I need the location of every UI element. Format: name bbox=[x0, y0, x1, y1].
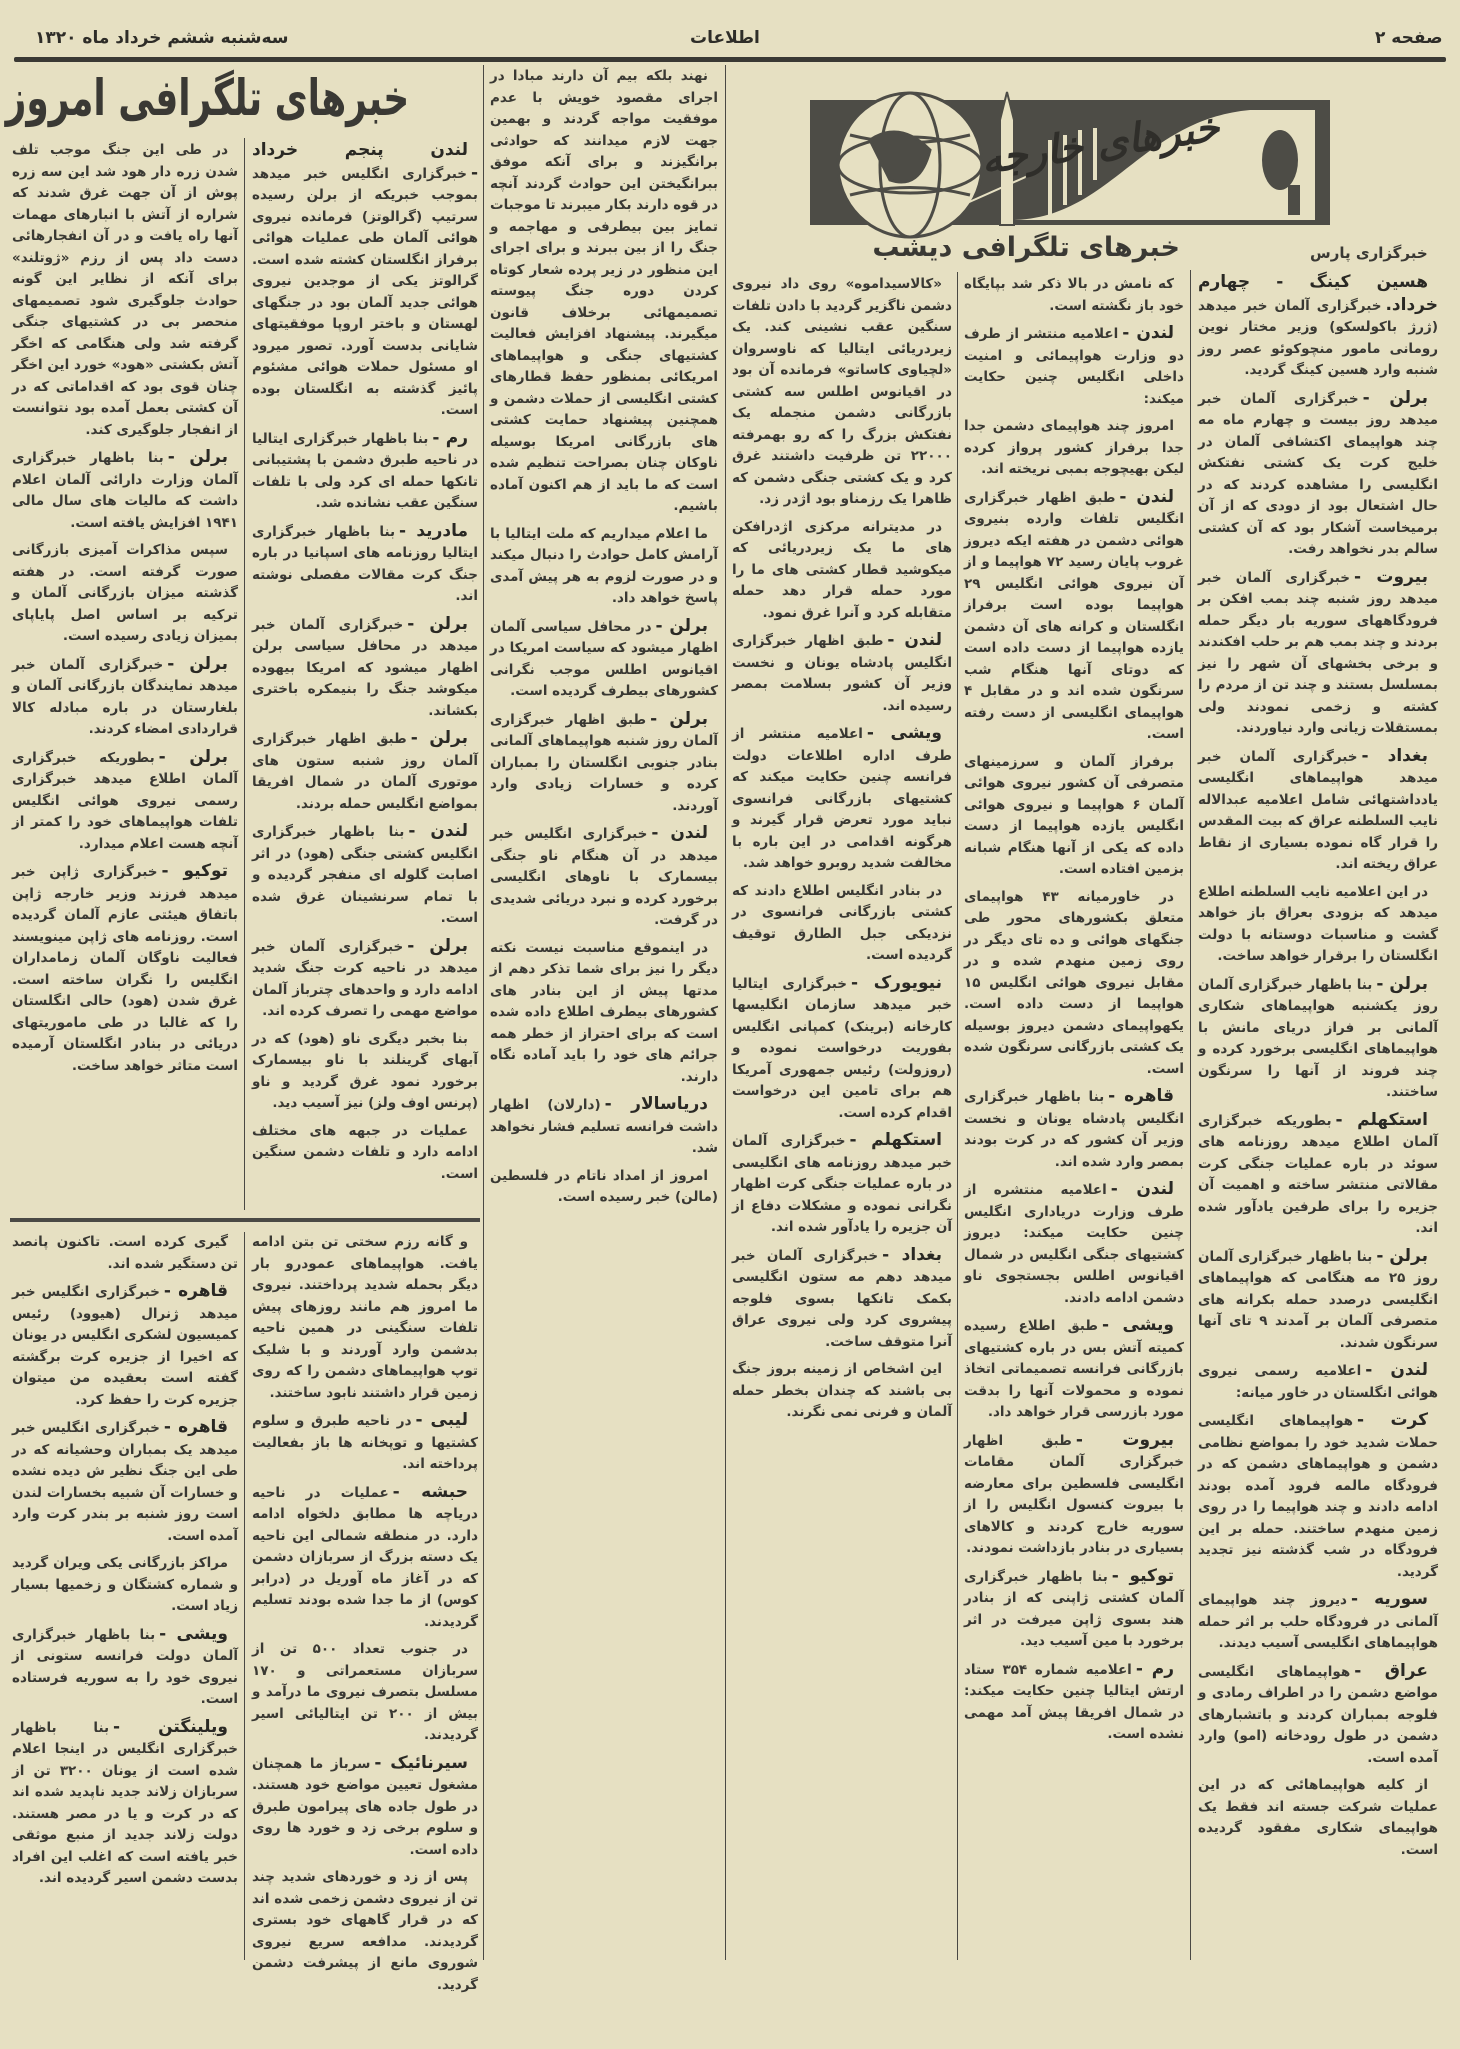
news-body: امروز چند هواپیمای دشمن جدا جدا برفراز کشور پرواز کرده لیکن بهیچوجه بمبی نریخته اند. bbox=[964, 418, 1184, 477]
issue-date: سه‌شنبه ششم خرداد ماه ۱۳۲۰ bbox=[35, 28, 289, 48]
news-body: طبق اطلاع رسیده کمیته آتش بس در باره کشتیهای بازرگانی فرانسه تصمیماتی اتخاذ نموده و محمولات آنها را بدقت مورد بازرسی قرار خواهد داد. bbox=[964, 1318, 1184, 1420]
news-body: خبرگزاری آلمان خبر میدهد روز شنبه چند بمب افکن بر فرودگاههای سوریه بار دیگر حمله بردند و چند بمب هم بر حلب افکندند و برخی بخشهای آن شهر را نیز بمسلسل بستند و چند تن از مردم را کشته و زخمی نمودند ولی بمستقلات زیانی وارد نیاوردند. bbox=[1198, 569, 1438, 736]
news-body: بنا باظهار خبرگزاری آلمان دولت فرانسه ستونی از نیروی خود را به سوریه فرستاده است. bbox=[12, 1626, 238, 1707]
news-body: خبرگزاری آلمان خبر میدهد روزنامه های انگلیسی در باره عملیات جنگی کرت اظهار نگرانی نموده و مشکلات دفاع از آن جزیره را یادآور شده اند. bbox=[732, 1133, 952, 1235]
news-item bbox=[252, 936, 478, 1023]
news-item bbox=[252, 1410, 478, 1476]
news-dateline: استکهلم - bbox=[1335, 1109, 1429, 1130]
news-body: خبرگزاری آلمان خبر میدهد نمایندگان بازرگانی آلمان و بلغارستان در باره مبادله کالا قراردادی امضاء کردند. bbox=[12, 656, 238, 737]
news-dateline: برلن - bbox=[158, 746, 228, 767]
news-body: خبرگزاری ژاپن خبر میدهد فرزند وزیر خارجه ژاپن باتفاق هیئتی عازم آلمان گردیده است. روزنامه های ژاپن مینویسند فعالیت ناوگان آلمان زمامداران انگلیس را نگران ساخته است. غرق شدن (هود) حالی انگلستان را که غالبا در طی ماموریتهای دریائی در بنادر انگلستان آرمیده است متاثر خواهد ساخت. bbox=[12, 864, 238, 1074]
news-item bbox=[252, 728, 478, 815]
news-dateline: دریاسالار - bbox=[604, 1094, 708, 1114]
news-item bbox=[12, 1232, 238, 1275]
news-item bbox=[12, 861, 238, 1077]
news-dateline: ویشی - bbox=[159, 1623, 228, 1644]
news-dateline: هسین کینگ - چهارم خرداد. bbox=[1198, 272, 1438, 315]
news-dateline: سوریه - bbox=[1350, 1589, 1428, 1609]
news-body: بنا بخبر دیگری ناو (هود) که در آبهای گرینلند با ناو بیسمارک برخورد نمود غرق گردید و ناو (پرنس اوف ولز) نیز آسیب دید. bbox=[252, 1030, 478, 1111]
news-body: خبرگزاری ایتالیا خبر میدهد سازمان انگلیسها کارخانه (برینک) کمپانی انگلیس بفوریت درخواست نموده و (روزولت) رئیس جمهوری آمریکا هم برای تامین این درخواست اقدام کرده است. bbox=[732, 975, 952, 1121]
news-column bbox=[12, 140, 238, 1210]
news-body: خبرگزاری انگلیس خبر میدهد یک بمباران وحشیانه که در طی این جنگ نظیر ش دیده نشده و خسارات آن شبیه بخسارات لندن است روز شنبه بر بندر کرت وارد آمده است. bbox=[12, 1420, 238, 1544]
news-item bbox=[252, 1867, 478, 1996]
news-body: از کلیه هواپیماهائی که در این عملیات شرکت جسته اند فقط یک هواپیمای شکاری مفقود گردیده است. bbox=[1198, 1777, 1438, 1858]
news-item bbox=[1198, 1775, 1438, 1861]
news-body: هواپیماهای انگلیسی مواضع دشمن را در اطراف رمادی و فلوجه بمباران کردند و باتشبارهای دشمن در طول رودخانه (امو) وارد آمده است. bbox=[1198, 1663, 1438, 1766]
news-item bbox=[964, 1659, 1184, 1746]
news-item bbox=[12, 1553, 238, 1618]
news-item bbox=[1198, 746, 1438, 876]
column-divider bbox=[244, 1232, 245, 1960]
news-body: خبرگزاری آلمان خبر میدهد دهم مه ستون انگلیسی بکمک تانکها بسوی فلوجه پیشروی کرد ولی نیروی عراق آنرا متوقف ساخت. bbox=[732, 1247, 952, 1350]
column-divider bbox=[244, 138, 245, 1210]
news-item bbox=[964, 487, 1184, 746]
news-body: اعلامیه منتشر از طرف اداره اطلاعات دولت فرانسه چنین حکایت میکند که کشتیهای بازرگانی فرانسوی نباید مورد تعرض قرار گیرند و هرگونه اقدامی در این باره با مخالفت شدید روبرو خواهد شد. bbox=[732, 726, 952, 871]
news-body: بنا باظهار خبرگزاری آلمان روز ۲۵ مه هنگامی که هواپیماهای انگلیسی درصدد حمله بکرانه های متصرفی آلمان بر آمدند ۹ تای آنها سرنگون شدند. bbox=[1198, 1248, 1438, 1351]
news-column bbox=[252, 140, 478, 1210]
news-column bbox=[490, 66, 718, 1960]
news-item bbox=[12, 140, 238, 441]
news-item bbox=[732, 630, 952, 717]
news-body: اعلامیه شماره ۳۵۴ ستاد ارتش ایتالیا چنین حکایت میکند: در شمال افریقا پیش آمد مهمی نشده است. bbox=[964, 1661, 1184, 1742]
news-item bbox=[12, 447, 238, 534]
news-dateline: قاهره - bbox=[1108, 1086, 1174, 1106]
news-item bbox=[490, 616, 718, 703]
news-body: که نامش در بالا ذکر شد بپایگاه خود باز نگشته است. bbox=[964, 276, 1184, 314]
news-dateline: توکیو - bbox=[1111, 1565, 1174, 1586]
news-item bbox=[252, 521, 478, 608]
news-dateline: برلن - bbox=[167, 447, 228, 467]
news-body: اعلامیه رسمی نیروی هوائی انگلستان در خاور میانه: bbox=[1198, 1363, 1438, 1401]
news-dateline: بغداد - bbox=[882, 1244, 942, 1265]
news-item bbox=[964, 1086, 1184, 1173]
news-body: خبرگزاری آلمان خبر میدهد هواپیماهای انگلیسی یادداشتهائی شامل اعلامیه عبدالاله نایب السلطنه عراق که بیت المقدس را قرار گاه نموده بسیاری از نقاط عراق ریخته اند. bbox=[1198, 748, 1438, 872]
news-body: خبرگزاری آلمان خبر میدهد (ژرژ باکولسکو) وزیر مختار نوین رومانی مامور منچوکوئو عصر روز شنبه وارد هسین کینگ گردید. bbox=[1198, 297, 1438, 378]
news-dateline: عراق - bbox=[1354, 1660, 1428, 1681]
news-dateline: حبشه - bbox=[392, 1481, 468, 1502]
news-item bbox=[252, 1029, 478, 1115]
news-dateline: لیبی - bbox=[415, 1410, 469, 1430]
news-body: هواپیماهای انگلیسی حملات شدید خود را بمواضع نظامی دشمن و هواپیماهای دشمن که در فرودگاه مالمه فرود آمده بودند ادامه دادند و چند هواپیما را در روی زمین منهدم ساختند. حمله بر این فرودگاه در شب گذشته نیز تجدید گردید. bbox=[1198, 1413, 1438, 1580]
news-column bbox=[964, 274, 1184, 1960]
news-item bbox=[252, 614, 478, 723]
news-item bbox=[252, 1121, 478, 1186]
news-dateline: لندن - bbox=[887, 630, 942, 650]
news-dateline: رم - bbox=[1135, 1658, 1174, 1679]
news-body: بنا باظهار خبرگزاری ایتالیا در ناحیه طبرق دشمن با پشتیبانی تانکها حمله ای کرد ولی با تلفات سنگین عقب نشانده شد. bbox=[252, 430, 478, 511]
news-body: در بنادر انگلیس اطلاع دادند که کشتی بازرگانی فرانسوی در نزدیکی جبل الطارق توقیف گردیده است. bbox=[732, 882, 952, 963]
news-column bbox=[12, 1232, 238, 1960]
news-item bbox=[12, 654, 238, 741]
news-item bbox=[732, 973, 952, 1125]
news-dateline: بغداد - bbox=[1361, 745, 1428, 766]
news-dateline: ویشی - bbox=[866, 723, 942, 743]
news-dateline: برلن - bbox=[407, 613, 468, 634]
news-item bbox=[1198, 1246, 1438, 1355]
news-column bbox=[1198, 272, 1438, 1960]
news-item bbox=[732, 1359, 952, 1424]
news-column bbox=[252, 1232, 478, 1993]
news-dateline: لندن - bbox=[1119, 486, 1174, 507]
news-body: بنا باظهار خبرگزاری آلمان روز یکشنبه هواپیماهای شکاری آلمانی بر فراز دریای مانش با هواپیماهای انگلیسی برخورد کرده و چند فروند از آنها را سرنگون ساختند. bbox=[1198, 976, 1438, 1100]
news-dateline: برلن - bbox=[167, 653, 228, 674]
news-item bbox=[964, 1430, 1184, 1560]
news-dateline: توکیو - bbox=[161, 861, 228, 881]
news-item bbox=[252, 140, 478, 422]
column-divider bbox=[957, 272, 958, 1960]
news-body: خبرگزاری آلمان خبر میدهد در ناحیه کرت جنگ شدید ادامه دارد و واحدهای چترباز آلمان مواضع مهمی را تصرف کرده اند. bbox=[252, 938, 478, 1019]
news-item bbox=[964, 1566, 1184, 1653]
news-item bbox=[12, 747, 238, 856]
globe-icon bbox=[838, 93, 982, 237]
news-item bbox=[252, 1639, 478, 1747]
news-dateline: لندن - bbox=[651, 823, 708, 843]
news-body: گیری کرده است. تاکنون پانصد تن دستگیر شده اند. bbox=[12, 1234, 238, 1272]
news-item bbox=[1198, 882, 1438, 968]
column-divider bbox=[1190, 270, 1191, 1960]
news-body: عملیات در ناحیه دریاچه ها مطابق دلخواه ادامه دارد. در منطقه شمالی این ناحیه یک دسته بزرگ از سربازان دشمن که در آغاز ماه آوریل در (درابر کوس) از ما جدا شده بودند تسلیم گردیدند. bbox=[252, 1484, 478, 1630]
news-dateline: بیروت - bbox=[1075, 1429, 1174, 1450]
news-body: در این اعلامیه نایب السلطنه اطلاع میدهد که بزودی بعراق باز خواهد گشت و مناسبات دوستانه با دولت انگلستان را برقرار خواهد ساخت. bbox=[1198, 883, 1438, 964]
news-body: بنا باظهار خبرگزاری آلمان وزارت دارائی آلمان اعلام داشت که مالیات های سال مالی ۱۹۴۱ افزایش یافته است. bbox=[12, 450, 238, 531]
news-item bbox=[732, 881, 952, 967]
news-body: خبرگزاری آلمان خبر میدهد در محافل سیاسی برلن اظهار میشود که امریکا بیهوده میکوشد جنگ را بنیمکره باختری بکشاند. bbox=[252, 616, 478, 719]
news-body: خبرگزاری انگلیس خبر میدهد در آن هنگام ناو جنگی بیسمارک با ناوهای انگلیسی برخورد کرده و نبرد دریائی شدیدی در گرفت. bbox=[490, 826, 718, 928]
news-dateline: مادرید - bbox=[399, 520, 468, 541]
news-item bbox=[12, 540, 238, 648]
news-body: این اشخاص از زمینه بروز جنگ بی باشند که چندان بخطر حمله آلمان و فرنی نمی نگرند. bbox=[732, 1361, 952, 1420]
news-dateline: رم - bbox=[432, 427, 468, 448]
news-body: بطوریکه خبرگزاری آلمان اطلاع میدهد خبرگزاری رسمی نیروی هوائی انگلیس تلفات هواپیماهای خود را کمتر از آنچه هست اعلام میدارد. bbox=[12, 749, 238, 852]
news-item bbox=[1198, 1110, 1438, 1240]
news-body: طبق اظهار خبرگزاری آلمان روز شنبه ستون های موتوری آلمان در شمال افریقا بمواضع انگلیس حمله بردند. bbox=[252, 731, 478, 812]
news-body: بنا باظهار خبرگزاری آلمان کشتی ژاپنی که از بنادر هند بسوی ژاپن میرفت در اثر برخورد با مین آسیب دید. bbox=[964, 1568, 1184, 1649]
news-item bbox=[252, 821, 478, 930]
news-item bbox=[964, 274, 1184, 317]
pars-agency-label: خبرگزاری پارس bbox=[1310, 244, 1428, 262]
news-dateline: استکهلم - bbox=[849, 1130, 943, 1150]
news-body: خبرگزاری آلمان خبر میدهد روز بیست و چهارم ماه مه چند هواپیمای اکتشافی آلمان در خلیج کرت یک کشتی نفتکش انگلیسی را مشاهده کردند که در حال اشتعال بود از دودی که از آن برمیخاست آشکار بود که آن کشتی سالم بدر نخواهد رفت. bbox=[1198, 390, 1438, 557]
news-item bbox=[12, 1281, 238, 1411]
news-body: بنا باظهار خبرگزاری انگلیس پادشاه یونان و نخست وزیر آن کشور که در کرت بودند بمصر وارد شده اند. bbox=[964, 1089, 1184, 1170]
news-body: و گانه رزم سختی تن بتن ادامه یافت. هواپیماهای عمودرو بار دیگر بحمله شدید پرداختند. نیروی ما امروز هم مانند روزهای پیش تلفات سنگینی در همین ناحیه بدشمن وارد آوردند و با شلیک توپ هواپیماهای دشمن را که روی زمین قرار داشتند نابود ساختند. bbox=[252, 1234, 478, 1401]
column-divider bbox=[725, 65, 726, 1960]
news-body: سپس مذاکرات آمیزی بازرگانی صورت گرفته است. در هفته گذشته میزان بازرگانی آلمان و ترکیه بر اساس اصل پایاپای بمیزان زیادی رسیده است. bbox=[12, 542, 238, 644]
news-body: در محافل سیاسی آلمان اظهار میشود که سیاست امریکا در اقیانوس اطلس موجب نگرانی کشورهای بیطرف گردیده است. bbox=[490, 618, 718, 699]
news-body: در طی این جنگ موجب تلف شدن زره دار هود شد این سه زره پوش از آن جهت غرق شدند که شراره از آتش با انبارهای مهمات آنها راه یافت و در آن انفجارهائی دست داد پس از رزم «ژوتلند» برای آنکه از نظایر این گونه حوادث جلوگیری شود تصمیمهای منحصر بی در کشتیهای جنگی گرفته شد ولی هنگامی که اخگر آتش بکشتی «هود» خورد این اخگر چنان قوی بود که اقداماتی که در آن کشتی بعمل آمده بود نتوانست از انفجار جلوگیری کند. bbox=[12, 142, 238, 438]
news-body: سرباز ما همچنان مشغول تعیین مواضع خود هستند. در طول جاده های پیرامون طبرق و سلوم برخی زد و خورد ها روی داده است. bbox=[252, 1755, 478, 1858]
news-item bbox=[732, 723, 952, 875]
news-dateline: لندن - bbox=[408, 821, 468, 841]
news-body: در ناحیه طبرق و سلوم کشتیها و توپخانه ها باز بفعالیت پرداخته اند. bbox=[252, 1413, 478, 1472]
news-item bbox=[12, 1417, 238, 1547]
news-dateline: کرت - bbox=[1357, 1410, 1428, 1430]
news-dateline: برلن - bbox=[650, 708, 708, 729]
news-item bbox=[732, 1245, 952, 1354]
news-dateline: لندن پنجم خرداد - bbox=[252, 140, 478, 183]
news-body: برفراز آلمان و سرزمینهای متصرفی آن کشور نیروی هوائی آلمان ۶ هواپیما و نیروی هوائی انگلیس یازده هواپیما از دست داده که یکی از آنها هنگام شبانه بزمین افتاده است. bbox=[964, 753, 1184, 877]
news-dateline: لندن - bbox=[1122, 323, 1174, 343]
news-dateline: قاهره - bbox=[163, 1281, 228, 1301]
news-item bbox=[12, 1717, 238, 1890]
news-item bbox=[490, 66, 718, 518]
news-body: در اینموقع مناسبت نیست نکته دیگر را نیز برای شما تذکر دهم از مدتها پیش از این بنادر های کشورهای بیطرف اطلاع داده شده است که برای احتراز از خطر همه جرائم های خود را باید آماده نگاه دارند. bbox=[490, 939, 718, 1085]
news-body: خبرگزاری انگلیس خبر میدهد بموجب خبریکه از برلن رسیده سرتیپ (گرالوتز) فرمانده نیروی هوائی آلمان طی عملیات هوائی برفراز انگلستان کشته شده است. گرالوتز یکی از موجدین نیروی هوائی جدید آلمان بود در جنگهای لهستان و باختر اروپا موفقیتهای شایانی بدست آورد. تصور میرود او مسئول حملات هوائی مشئوم پائیز گذشته به انگلستان بوده است. bbox=[252, 165, 478, 418]
news-body: در جنوب تعداد ۵۰۰ تن از سربازان مستعمراتی و ۱۷۰ مسلسل بتصرف نیروی ما درآمد و بیش از ۲۰۰ تن ایتالیائی اسیر گردیدند. bbox=[252, 1641, 478, 1743]
news-item bbox=[490, 938, 718, 1089]
news-item bbox=[490, 1094, 718, 1160]
news-item bbox=[964, 887, 1184, 1081]
news-item bbox=[1198, 1410, 1438, 1583]
news-dateline: برلن - bbox=[407, 935, 468, 956]
news-item bbox=[1198, 974, 1438, 1104]
news-dateline: برلن - bbox=[410, 728, 468, 748]
news-dateline: برلن - bbox=[1376, 1245, 1428, 1266]
news-body: در مدیترانه مرکزی اژدرافکن های ما یک زیردریائی که میکوشید قطار کشتی های ما را مورد حمله قرار دهد حمله متقابله کرد و آنرا غرق نمود. bbox=[732, 518, 952, 621]
news-item bbox=[964, 1179, 1184, 1309]
news-body: ما اعلام میداریم که ملت ایتالیا با آرامش کامل حوادث را دنبال میکند و در صورت لزوم به هر پیش آمدی پاسخ خواهد داد. bbox=[490, 525, 718, 606]
news-body: بنا باظهار خبرگزاری ایتالیا روزنامه های اسپانیا در باره جنگ کرت مقالات مفصلی نوشته اند. bbox=[252, 523, 478, 604]
news-dateline: لندن - bbox=[1365, 1360, 1428, 1380]
news-body: نهند بلکه بیم آن دارند مبادا در اجرای مقصود خویش با عدم موفقیت مواجه گردند و بهمین جهت لازم میدانند که حوادثی برانگیزند و برای آنکه موفق ببرانگیختن این حوادث گردند آنچه در قوه دارند بکار میبرند تا موجبات تمایز بین بیطرفی و مهاجمه و جنگ را از بین ببرند و برای اجرای این منظور در زیر پرده شعار کوتاه کردن دوره جنگ پیوسته تصمیمهائی برخلاف قانون میگیرند. پیشنهاد افزایش فعالیت کشتیهای جنگی و هواپیماهای امریکائی بمنظور حفظ قطارهای کشتی انگلیسی از حملات دشمن و همچنین پیشنهاد حمایت کشتی های بازرگانی امریکا بوسیله ناوکان چنان بصراحت تنظیم شده است که ما باید از هم اکنون آماده باشیم. bbox=[490, 68, 718, 514]
news-body: پس از زد و خوردهای شدید چند تن از نیروی دشمن زخمی شده اند که در قرار گاههای خود بستری گردیدند. مدافعه سریع نیروی شوروی مانع از پیشرفت دشمن گردید. bbox=[252, 1869, 478, 1993]
news-item bbox=[12, 1624, 238, 1711]
news-body: خبرگزاری انگلیس خبر میدهد ژنرال (هیوود) رئیس کمیسیون لشکری انگلیس در یونان که اخیرا از جزیره کرت برگشته گفته است بعقیده من میتوان جزیره کرت را حفظ کرد. bbox=[12, 1284, 238, 1408]
news-item bbox=[490, 1166, 718, 1209]
column-divider bbox=[483, 65, 484, 1960]
news-item bbox=[964, 323, 1184, 410]
news-item bbox=[1198, 1589, 1438, 1655]
banner-title: خبرهای خارجه bbox=[978, 104, 1223, 184]
news-item bbox=[252, 1482, 478, 1634]
news-dateline: قاهره - bbox=[163, 1417, 228, 1437]
news-body: اعلامیه منتشر از طرف دو وزارت هواپیمائی و امنیت داخلی انگلیس چنین حکایت میکند: bbox=[964, 326, 1184, 407]
news-dateline: بیروت - bbox=[1353, 566, 1428, 587]
news-item bbox=[964, 416, 1184, 481]
news-dateline: برلن - bbox=[1362, 387, 1428, 408]
news-body: (دارلان) اظهار داشت فرانسه تسلیم فشار نخواهد شد. bbox=[490, 1097, 718, 1156]
header-rule bbox=[14, 57, 1446, 62]
news-body: مراکز بازرگانی یکی ویران گردید و شماره کشتگان و زخمیها بسیار زیاد است. bbox=[12, 1555, 238, 1614]
news-body: طبق اظهار خبرگزاری انگلیس پادشاه یونان و نخست وزیر آن کشور بسلامت بمصر رسیده اند. bbox=[732, 633, 952, 714]
news-item bbox=[1198, 1360, 1438, 1404]
news-item bbox=[490, 524, 718, 610]
news-body: بطوریکه خبرگزاری آلمان اطلاع میدهد روزنامه های سوئد در باره عملیات جنگی کرت مقالاتی منتشر ساخته و اهمیت آن جزیره را برای طرفین یادآور شده اند. bbox=[1198, 1112, 1438, 1236]
news-column bbox=[732, 274, 952, 1960]
news-body: دیروز چند هواپیمای آلمانی در فرودگاه حلب بر اثر حمله هواپیماهای انگلیسی آسیب دیدند. bbox=[1198, 1592, 1438, 1651]
news-body: عملیات در جبهه های مختلف ادامه دارد و تلفات دشمن سنگین است. bbox=[252, 1122, 478, 1182]
news-item bbox=[490, 709, 718, 818]
news-item bbox=[1198, 272, 1438, 382]
news-item bbox=[490, 823, 718, 932]
news-item bbox=[732, 517, 952, 625]
news-body: بنا باظهار خبرگزاری انگلیس کشتی جنگی (هود) در اثر اصابت گلوله ای منفجر گردیده و با تمام سرنشینان غرق شده است. bbox=[252, 824, 478, 926]
news-item bbox=[732, 274, 952, 511]
news-item bbox=[1198, 1661, 1438, 1770]
news-item bbox=[252, 428, 478, 515]
news-dateline: سیرنائیک - bbox=[374, 1752, 469, 1773]
news-dateline: برلن - bbox=[1376, 973, 1428, 994]
news-body: اعلامیه منتشره از طرف وزارت دریاداری انگلیس چنین حکایت میکند: دیروز کشتیهای جنگی انگلیس در شمال اقیانوس اطلس بجستجوی ناو دشمن ادامه دادند. bbox=[964, 1182, 1184, 1306]
news-dateline: برلن - bbox=[655, 615, 708, 636]
news-item bbox=[964, 752, 1184, 881]
news-dateline: نیویورک - bbox=[851, 972, 942, 993]
headline-last-night-telegraph-news: خبرهای تلگرافی دیشب bbox=[872, 232, 1180, 263]
news-dateline: ویلینگتن - bbox=[113, 1716, 228, 1737]
news-body: طبق اظهار خبرگزاری انگلیس تلفات وارده بنیروی هوائی دشمن در هفته ایکه دیروز غروب پایان رسید ۷۲ هواپیما و از آن نیروی هوائی انگلیس ۲۹ هواپیما بوده است برفراز انگلستان و کرانه های آن دشمن یازده هواپیما از دست داده است که دوتای آنها هنگام شب سرنگون شده اند و در مقابل ۴ هواپیمای انگلیسی از دست رفته است. bbox=[964, 489, 1184, 742]
page-number: صفحه ۲ bbox=[1375, 28, 1443, 48]
news-body: «کالاسیداموه» روی داد نیروی دشمن ناگزیر گردید با دادن تلفات سنگین عقب نشینی کند. یک زیردریائی ایتالیا که ناوسروان «لچیاوی کاساتو» فرمانده آن بود در اقیانوس اطلس سه کشتی بازرگانی دشمن منجمله یک نفتکش بزرگ را که رو بهمرفته ۲۲۰۰۰ تن ظرفیت داشتند غرق کرد و یک کشتی جنگی دشمن که ظاهرا یک رزمناو بود اژدر زد. bbox=[732, 276, 952, 507]
news-item bbox=[732, 1130, 952, 1239]
news-body: طبق اظهار خبرگزاری آلمان مقامات انگلیسی فلسطین برای معارضه با بیروت کنسول انگلیس را از سوریه خارج کردند و کالاهای بسیاری در بنادر بازداشت نمودند. bbox=[964, 1432, 1184, 1556]
headline-today-telegraph-news: خبرهای تلگرافی امروز bbox=[5, 69, 410, 127]
news-body: بنا باظهار خبرگزاری انگلیس در اینجا اعلام شده است از یونان ۳۲۰۰ تن از سربازان زلاند جدید ناپدید شده اند که در کرت و یا در مصر هستند. دولت زلاند جدید از منبع موثقی خبر یافته است که اغلب این افراد بدست دشمن اسیر گردیده اند. bbox=[12, 1719, 238, 1886]
news-dateline: لندن - bbox=[1110, 1179, 1174, 1199]
news-body: طبق اظهار خبرگزاری آلمان روز شنبه هواپیماهای آلمانی بنادر جنوبی انگلستان را بمباران کرده و خسارات زیادی وارد آوردند. bbox=[490, 711, 718, 814]
news-item bbox=[252, 1753, 478, 1862]
news-body: امروز از امداد ناتام در فلسطین (مالن) خبر رسیده است. bbox=[490, 1167, 718, 1205]
news-item bbox=[1198, 567, 1438, 740]
section-rule bbox=[10, 1218, 480, 1222]
news-item bbox=[252, 1232, 478, 1404]
news-item bbox=[964, 1315, 1184, 1424]
news-item bbox=[1198, 388, 1438, 561]
newspaper-name: اطلاعات bbox=[690, 28, 760, 48]
news-dateline: ویشی - bbox=[1102, 1315, 1174, 1335]
news-body: در خاورمیانه ۴۳ هواپیمای متعلق بکشورهای محور طی جنگهای هوائی و ده تای دیگر در روی زمین منهدم شده و در مقابل نیروی هوائی انگلیس ۱۵ هواپیما از دست داده است. یکهواپیمای دشمن دیروز بوسیله یک کشتی بازرگانی سرنگون شده است. bbox=[964, 888, 1184, 1077]
